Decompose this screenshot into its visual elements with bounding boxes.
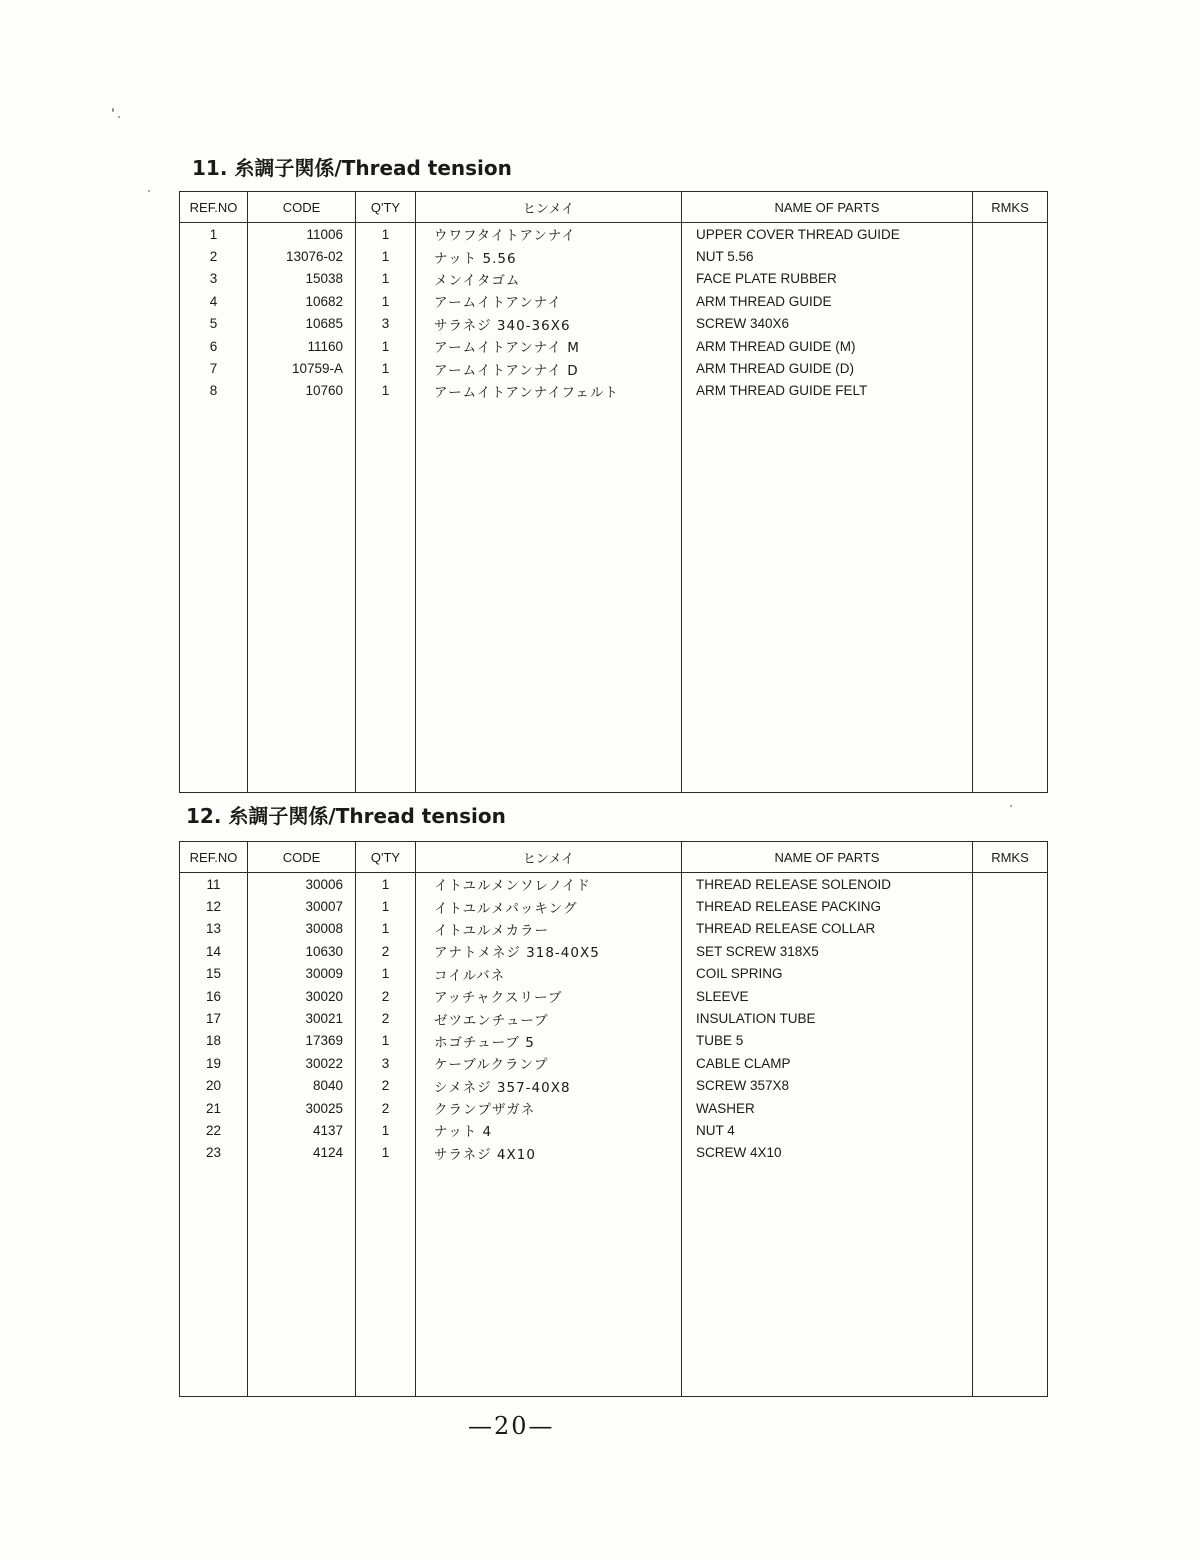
cell-hinmei: ナット 5.56: [416, 245, 682, 267]
cell-hinmei: アームイトアンナイ D: [416, 357, 682, 379]
cell-hinmei: ホゴチューブ 5: [416, 1030, 682, 1052]
cell-name-of-parts: THREAD RELEASE COLLAR: [682, 918, 973, 940]
table-row: [180, 1119, 1048, 1141]
cell-hinmei: メンイタゴム: [416, 268, 682, 290]
scan-speck: [1010, 805, 1012, 807]
cell-hinmei: アナトメネジ 318-40X5: [416, 940, 682, 962]
col-header-code: CODE: [248, 842, 356, 873]
cell-rmks: [973, 940, 1048, 962]
cell-name-of-parts: FACE PLATE RUBBER: [682, 268, 973, 290]
cell-hinmei: ナット 4: [416, 1119, 682, 1141]
cell-qty: 2: [356, 1075, 416, 1097]
cell-code: 30007: [248, 895, 356, 917]
empty-cell: [180, 402, 248, 792]
cell-name-of-parts: COIL SPRING: [682, 963, 973, 985]
table-row: [180, 873, 1048, 896]
table-row: [180, 1052, 1048, 1074]
scan-speck: [118, 116, 120, 118]
cell-name-of-parts: ARM THREAD GUIDE (D): [682, 357, 973, 379]
col-header-name-of-parts: NAME OF PARTS: [682, 842, 973, 873]
cell-ref-no: 23: [180, 1142, 248, 1164]
table-row: [180, 335, 1048, 357]
col-header-ref-no: REF.NO: [180, 192, 248, 223]
table-empty-space: [180, 1164, 1048, 1396]
cell-rmks: [973, 1030, 1048, 1052]
cell-hinmei: アームイトアンナイ M: [416, 335, 682, 357]
table-row: [180, 245, 1048, 267]
cell-code: 30009: [248, 963, 356, 985]
cell-code: 30021: [248, 1007, 356, 1029]
cell-hinmei: イトユルメカラー: [416, 918, 682, 940]
empty-cell: [180, 1164, 248, 1396]
cell-qty: 1: [356, 873, 416, 896]
table-row: [180, 1007, 1048, 1029]
cell-code: 10630: [248, 940, 356, 962]
cell-rmks: [973, 895, 1048, 917]
cell-qty: 1: [356, 1142, 416, 1164]
scan-speck: [148, 190, 150, 192]
col-header-hinmei: ヒンメイ: [416, 842, 682, 873]
cell-hinmei: サラネジ 340-36X6: [416, 313, 682, 335]
cell-hinmei: ゼツエンチューブ: [416, 1007, 682, 1029]
cell-rmks: [973, 963, 1048, 985]
cell-ref-no: 21: [180, 1097, 248, 1119]
col-header-rmks: RMKS: [973, 192, 1048, 223]
empty-cell: [416, 1164, 682, 1396]
table-body: [180, 223, 1048, 793]
cell-rmks: [973, 1075, 1048, 1097]
cell-code: 13076-02: [248, 245, 356, 267]
cell-name-of-parts: ARM THREAD GUIDE FELT: [682, 380, 973, 402]
cell-rmks: [973, 245, 1048, 267]
table-row: [180, 357, 1048, 379]
cell-ref-no: 7: [180, 357, 248, 379]
cell-ref-no: 18: [180, 1030, 248, 1052]
cell-rmks: [973, 1119, 1048, 1141]
cell-ref-no: 3: [180, 268, 248, 290]
cell-name-of-parts: ARM THREAD GUIDE (M): [682, 335, 973, 357]
cell-qty: 1: [356, 290, 416, 312]
cell-qty: 1: [356, 918, 416, 940]
cell-name-of-parts: WASHER: [682, 1097, 973, 1119]
cell-code: 4124: [248, 1142, 356, 1164]
cell-hinmei: アームイトアンナイ: [416, 290, 682, 312]
empty-cell: [973, 402, 1048, 792]
cell-rmks: [973, 1142, 1048, 1164]
table-empty-space: [180, 402, 1048, 792]
cell-qty: 1: [356, 1119, 416, 1141]
empty-cell: [356, 402, 416, 792]
table-row: [180, 940, 1048, 962]
cell-ref-no: 19: [180, 1052, 248, 1074]
cell-rmks: [973, 223, 1048, 246]
cell-qty: 1: [356, 380, 416, 402]
table-body: [180, 873, 1048, 1397]
empty-cell: [682, 1164, 973, 1396]
table-row: [180, 380, 1048, 402]
empty-cell: [248, 1164, 356, 1396]
cell-qty: 1: [356, 963, 416, 985]
cell-qty: 1: [356, 223, 416, 246]
cell-code: 10760: [248, 380, 356, 402]
cell-qty: 2: [356, 940, 416, 962]
cell-code: 8040: [248, 1075, 356, 1097]
col-header-name-of-parts: NAME OF PARTS: [682, 192, 973, 223]
cell-qty: 1: [356, 268, 416, 290]
cell-rmks: [973, 268, 1048, 290]
cell-hinmei: シメネジ 357-40X8: [416, 1075, 682, 1097]
cell-code: 10759-A: [248, 357, 356, 379]
cell-hinmei: アッチャクスリーブ: [416, 985, 682, 1007]
cell-ref-no: 14: [180, 940, 248, 962]
cell-hinmei: クランプザガネ: [416, 1097, 682, 1119]
table-row: [180, 895, 1048, 917]
empty-cell: [248, 402, 356, 792]
col-header-rmks: RMKS: [973, 842, 1048, 873]
col-header-ref-no: REF.NO: [180, 842, 248, 873]
cell-hinmei: コイルバネ: [416, 963, 682, 985]
cell-qty: 1: [356, 357, 416, 379]
cell-qty: 2: [356, 1007, 416, 1029]
cell-rmks: [973, 335, 1048, 357]
cell-ref-no: 20: [180, 1075, 248, 1097]
cell-hinmei: イトユルメパッキング: [416, 895, 682, 917]
cell-rmks: [973, 1007, 1048, 1029]
cell-code: 30008: [248, 918, 356, 940]
col-header-hinmei: ヒンメイ: [416, 192, 682, 223]
cell-rmks: [973, 1097, 1048, 1119]
cell-name-of-parts: THREAD RELEASE SOLENOID: [682, 873, 973, 896]
cell-name-of-parts: SCREW 340X6: [682, 313, 973, 335]
table-row: [180, 985, 1048, 1007]
cell-hinmei: ケーブルクランプ: [416, 1052, 682, 1074]
col-header-code: CODE: [248, 192, 356, 223]
cell-hinmei: アームイトアンナイフェルト: [416, 380, 682, 402]
table-row: [180, 1030, 1048, 1052]
cell-ref-no: 17: [180, 1007, 248, 1029]
cell-rmks: [973, 290, 1048, 312]
cell-ref-no: 15: [180, 963, 248, 985]
cell-name-of-parts: NUT 4: [682, 1119, 973, 1141]
cell-rmks: [973, 380, 1048, 402]
cell-qty: 1: [356, 245, 416, 267]
cell-code: 10685: [248, 313, 356, 335]
cell-hinmei: サラネジ 4X10: [416, 1142, 682, 1164]
cell-code: 10682: [248, 290, 356, 312]
empty-cell: [416, 402, 682, 792]
table-row: [180, 1142, 1048, 1164]
cell-name-of-parts: ARM THREAD GUIDE: [682, 290, 973, 312]
scan-speck: [112, 108, 114, 112]
cell-qty: 3: [356, 313, 416, 335]
cell-name-of-parts: SLEEVE: [682, 985, 973, 1007]
page-number: —20—: [468, 1412, 555, 1440]
cell-ref-no: 8: [180, 380, 248, 402]
cell-code: 30025: [248, 1097, 356, 1119]
section-title: 11. 糸調子関係/Thread tension: [192, 156, 512, 180]
cell-ref-no: 4: [180, 290, 248, 312]
cell-ref-no: 5: [180, 313, 248, 335]
table-row: [180, 290, 1048, 312]
cell-ref-no: 6: [180, 335, 248, 357]
cell-qty: 1: [356, 895, 416, 917]
section-title: 12. 糸調子関係/Thread tension: [186, 804, 506, 828]
table-header-row: [180, 192, 1048, 223]
cell-code: 4137: [248, 1119, 356, 1141]
table-row: [180, 268, 1048, 290]
cell-qty: 2: [356, 985, 416, 1007]
cell-rmks: [973, 313, 1048, 335]
col-header-qty: Q'TY: [356, 842, 416, 873]
cell-code: 30022: [248, 1052, 356, 1074]
cell-code: 17369: [248, 1030, 356, 1052]
cell-ref-no: 16: [180, 985, 248, 1007]
cell-code: 11006: [248, 223, 356, 246]
cell-qty: 3: [356, 1052, 416, 1074]
cell-rmks: [973, 918, 1048, 940]
cell-hinmei: ウワフタイトアンナイ: [416, 223, 682, 246]
cell-ref-no: 11: [180, 873, 248, 896]
parts-table: [179, 191, 1048, 793]
table-row: [180, 963, 1048, 985]
cell-qty: 2: [356, 1097, 416, 1119]
empty-cell: [682, 402, 973, 792]
cell-code: 11160: [248, 335, 356, 357]
table-row: [180, 313, 1048, 335]
cell-qty: 1: [356, 335, 416, 357]
cell-code: 30020: [248, 985, 356, 1007]
cell-name-of-parts: CABLE CLAMP: [682, 1052, 973, 1074]
table-row: [180, 1097, 1048, 1119]
cell-ref-no: 1: [180, 223, 248, 246]
cell-name-of-parts: THREAD RELEASE PACKING: [682, 895, 973, 917]
cell-name-of-parts: INSULATION TUBE: [682, 1007, 973, 1029]
cell-name-of-parts: SCREW 357X8: [682, 1075, 973, 1097]
cell-ref-no: 13: [180, 918, 248, 940]
cell-ref-no: 2: [180, 245, 248, 267]
cell-name-of-parts: TUBE 5: [682, 1030, 973, 1052]
cell-name-of-parts: NUT 5.56: [682, 245, 973, 267]
cell-name-of-parts: UPPER COVER THREAD GUIDE: [682, 223, 973, 246]
cell-name-of-parts: SET SCREW 318X5: [682, 940, 973, 962]
table-row: [180, 1075, 1048, 1097]
table-row: [180, 918, 1048, 940]
cell-code: 30006: [248, 873, 356, 896]
cell-ref-no: 12: [180, 895, 248, 917]
cell-rmks: [973, 357, 1048, 379]
empty-cell: [973, 1164, 1048, 1396]
col-header-qty: Q'TY: [356, 192, 416, 223]
cell-hinmei: イトユルメンソレノイド: [416, 873, 682, 896]
cell-rmks: [973, 985, 1048, 1007]
cell-qty: 1: [356, 1030, 416, 1052]
cell-ref-no: 22: [180, 1119, 248, 1141]
table-row: [180, 223, 1048, 246]
cell-code: 15038: [248, 268, 356, 290]
empty-cell: [356, 1164, 416, 1396]
cell-name-of-parts: SCREW 4X10: [682, 1142, 973, 1164]
cell-rmks: [973, 873, 1048, 896]
table-header-row: [180, 842, 1048, 873]
parts-table: [179, 841, 1048, 1397]
cell-rmks: [973, 1052, 1048, 1074]
